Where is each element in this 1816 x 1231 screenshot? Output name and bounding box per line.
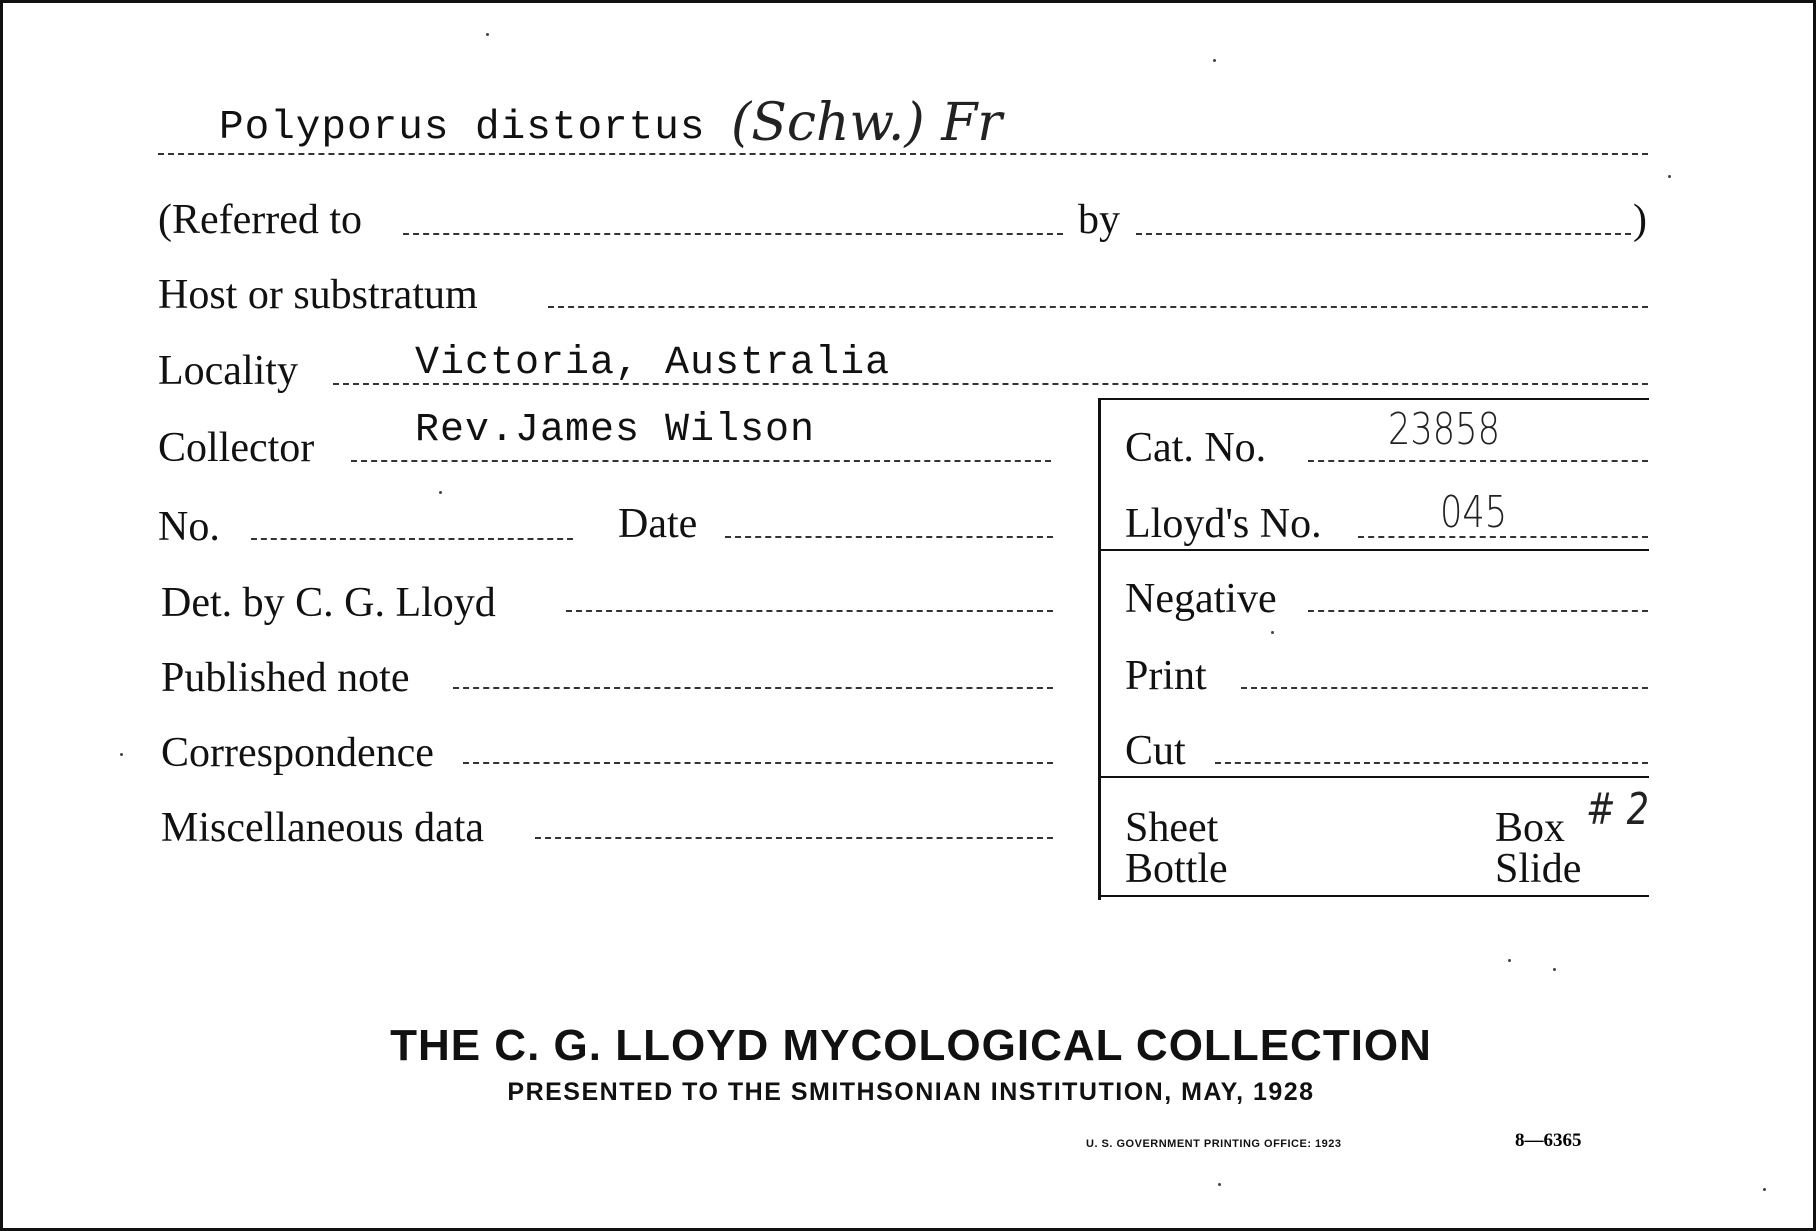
form-code: 8—6365 [1515,1130,1582,1151]
published-note-label: Published note [161,655,410,701]
scan-speck [1553,968,1556,971]
cat-no-label: Cat. No. [1125,425,1267,471]
box-divider-1 [1101,549,1649,551]
box-bottom-border [1101,895,1649,897]
locality-label: Locality [158,348,298,394]
scan-speck [486,33,489,36]
by-label: by [1078,197,1120,243]
species-line [158,153,1648,155]
collector-line [351,460,1051,462]
lloyds-no-line [1358,536,1648,538]
footer-title: THE C. G. LLOYD MYCOLOGICAL COLLECTION [390,1021,1432,1070]
no-line [251,538,573,540]
negative-label: Negative [1125,576,1277,622]
det-by-label: Det. by C. G. Lloyd [161,580,496,626]
print-label: Print [1125,653,1207,699]
authority-handwritten: (Schw.) Fr [731,93,1003,153]
date-label: Date [618,501,698,547]
species-name: Polyporus distortus [219,105,706,151]
negative-line [1308,610,1648,612]
scan-speck [1271,631,1274,634]
scan-speck [1213,59,1216,62]
correspondence-label: Correspondence [161,730,434,776]
det-by-line [566,610,1053,612]
cut-line [1215,762,1648,764]
bottle-label: Bottle [1125,846,1228,892]
print-line [1241,687,1648,689]
host-line [548,306,1648,308]
locality-line [333,383,1648,385]
date-line [725,536,1053,538]
scan-speck [439,491,442,494]
by-line [1136,233,1631,235]
host-label: Host or substratum [158,272,478,318]
collector-value: Rev.James Wilson [415,408,816,453]
box-value: # 2 [1586,784,1650,835]
close-paren: ) [1633,197,1647,243]
lloyds-no-label: Lloyd's No. [1125,501,1322,547]
box-label: Box [1495,805,1566,851]
box-left-border [1098,398,1101,900]
scan-speck [1508,959,1511,962]
lloyds-no-value: 045 [1440,487,1508,538]
collector-label: Collector [158,425,315,471]
referred-to-line [403,233,1063,235]
box-divider-2 [1101,776,1649,778]
misc-line [535,837,1053,839]
printer-line: U. S. GOVERNMENT PRINTING OFFICE: 1923 [1086,1138,1342,1150]
cut-label: Cut [1125,728,1186,774]
no-label: No. [158,504,220,550]
scan-speck [1668,175,1671,178]
published-note-line [453,687,1053,689]
scan-speck [120,753,123,756]
misc-label: Miscellaneous data [161,805,485,851]
box-top-border [1101,398,1649,400]
correspondence-line [463,762,1053,764]
locality-value: Victoria, Australia [415,341,891,386]
slide-label: Slide [1495,846,1582,892]
scan-speck [1763,1188,1766,1191]
footer-subtitle: PRESENTED TO THE SMITHSONIAN INSTITUTION, MAY, 1928 [507,1078,1315,1106]
scan-speck [1218,1183,1221,1186]
sheet-label: Sheet [1125,805,1219,851]
cat-no-value: 23858 [1388,404,1500,455]
cat-no-line [1308,460,1648,462]
referred-to-label: (Referred to [158,197,363,243]
